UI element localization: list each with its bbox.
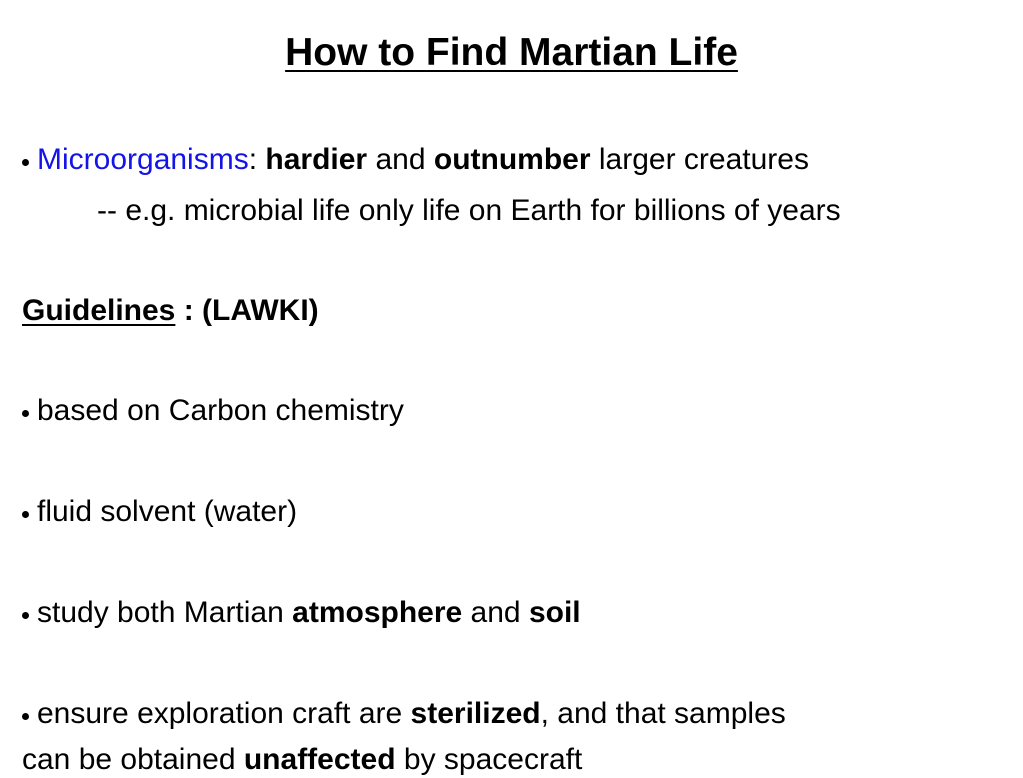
text-and: and bbox=[375, 143, 426, 176]
bullet-dot-icon bbox=[22, 511, 29, 518]
bullet-solvent bbox=[22, 494, 297, 530]
word-outnumber: outnumber bbox=[433, 143, 591, 176]
word-sterilized: sterilized bbox=[410, 697, 541, 730]
text-larger-creatures: larger creatures bbox=[598, 143, 809, 176]
word-hardier: hardier bbox=[265, 143, 368, 176]
bullet-dot-icon bbox=[22, 159, 29, 166]
text-samples: , and that samples bbox=[540, 697, 786, 730]
text-and: and bbox=[470, 596, 521, 629]
bullet-atmosphere-soil bbox=[22, 595, 581, 631]
bullet-sterilized bbox=[22, 696, 786, 732]
text-obtained: can be obtained bbox=[22, 743, 236, 776]
text-study: study both Martian bbox=[37, 596, 284, 629]
guidelines-suffix: : (LAWKI) bbox=[183, 294, 319, 327]
guidelines-heading bbox=[22, 293, 319, 329]
slide-title: How to Find Martian Life bbox=[285, 31, 738, 74]
term-microorganisms: Microorganisms bbox=[37, 143, 249, 176]
word-soil: soil bbox=[528, 596, 581, 629]
text-by-spacecraft: by spacecraft bbox=[403, 743, 583, 776]
bullet-dot-icon bbox=[22, 713, 29, 720]
bullet-dot-icon bbox=[22, 410, 29, 417]
bullet-carbon-text: based on Carbon chemistry bbox=[37, 394, 404, 427]
sub-bullet-example: -- e.g. microbial life only life on Earth for billions of years bbox=[97, 194, 841, 227]
text-ensure: ensure exploration craft are bbox=[37, 697, 403, 730]
word-atmosphere: atmosphere bbox=[292, 596, 463, 629]
bullet-dot-icon bbox=[22, 612, 29, 619]
word-unaffected: unaffected bbox=[243, 743, 396, 776]
bullet-solvent-text: fluid solvent (water) bbox=[37, 495, 298, 528]
bullet-microorganisms bbox=[22, 142, 809, 178]
colon: : bbox=[248, 143, 258, 176]
bullet-carbon bbox=[22, 393, 404, 429]
bullet-sterilized-continued bbox=[22, 742, 582, 778]
guidelines-label: Guidelines bbox=[22, 294, 176, 327]
